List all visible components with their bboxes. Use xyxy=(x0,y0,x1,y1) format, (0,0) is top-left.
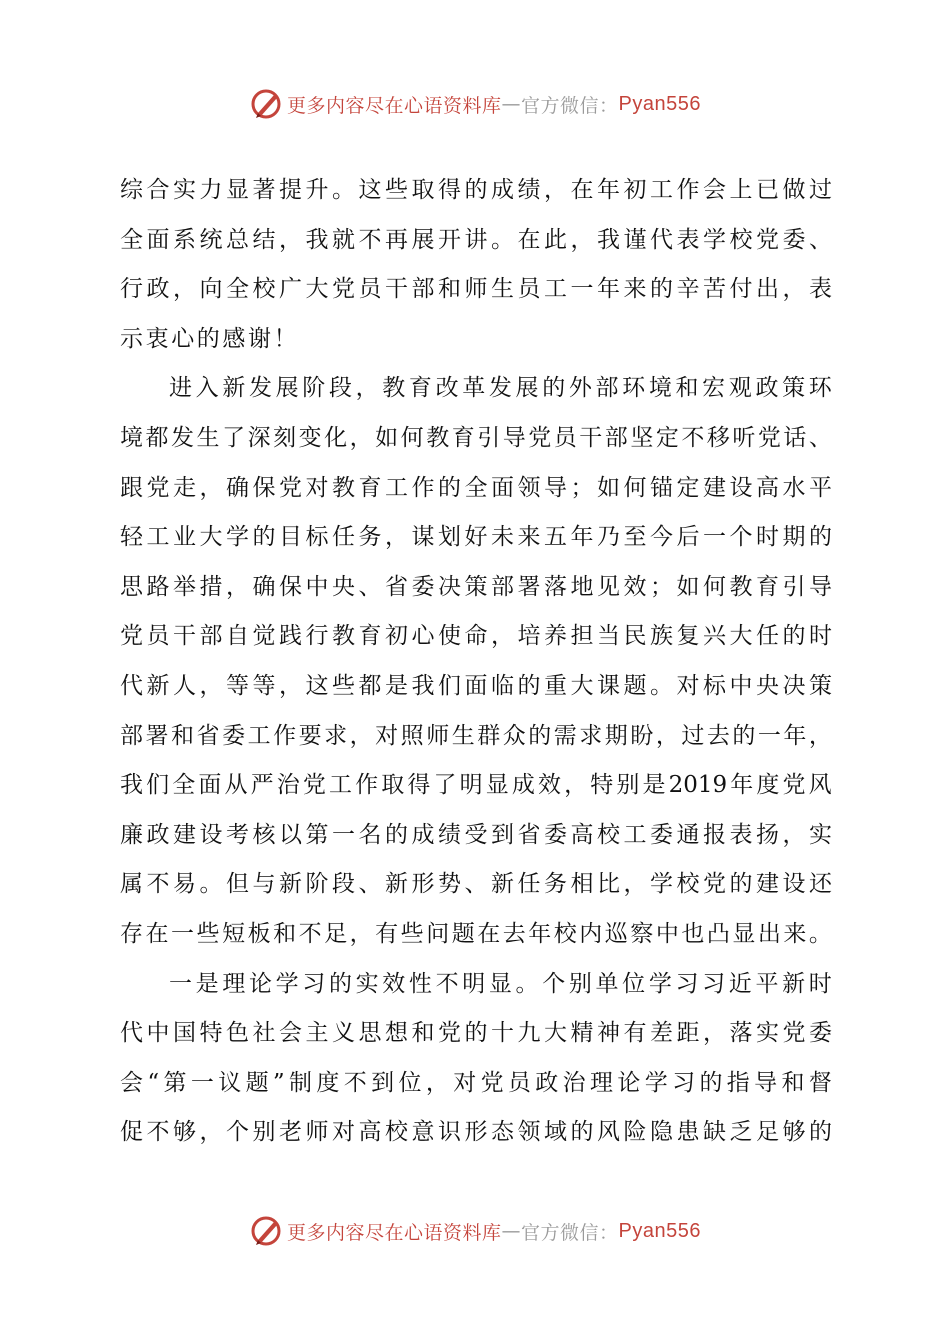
text-line: 思 路 举 措 ， 确 保 中 央 、 省 委 决 策 部 署 落 地 见 效 ； 如 何 教 育 引 导 xyxy=(120,573,832,600)
text-line: 综 合 实 力 显 著 提 升 。 这 些 取 得 的 成 绩 ， 在 年 初 工 作 会 上 已 做 过 xyxy=(120,177,832,203)
text-line: 廉 政 建 设 考 核 以 第 一 名 的 成 绩 受 到 省 委 高 校 工 委 通 报 表 扬 ， 实 xyxy=(120,821,832,848)
text-line: 全 面 系 统 总 结 ， 我 就 不 再 展 开 讲 。 在 此 ， 我 谨 代 表 学 校 党 委 、 xyxy=(120,226,832,253)
text-line: 代 新 人 ， 等 等 ， 这 些 都 是 我 们 面 临 的 重 大 课 题 。 对 标 中 央 决 策 xyxy=(120,672,832,699)
text-line: 部 署 和 省 委 工 作 要 求 ， 对 照 师 生 群 众 的 需 求 期 盼 ， 过 去 的 一 年 ， xyxy=(120,722,832,749)
watermark-wechat-label: 官方微信： xyxy=(521,94,619,117)
watermark-title: 更多内容尽在心语资料库 xyxy=(287,1221,502,1244)
document-body xyxy=(120,166,832,1158)
text-line: 示衷心的感谢！ xyxy=(120,325,300,352)
pen-circle-logo-icon xyxy=(249,1214,283,1248)
watermark-wechat-id: Pyan556 xyxy=(618,92,701,115)
text-line: 进 入 新 发 展 阶 段 ， 教 育 改 革 发 展 的 外 部 环 境 和 宏 观 政 策 环 xyxy=(169,375,832,402)
pen-circle-logo-icon xyxy=(249,87,283,121)
text-line: 属 不 易 。 但 与 新 阶 段 、 新 形 势 、 新 任 务 相 比 ， 学 校 党 的 建 设 还 xyxy=(120,871,832,898)
watermark-separator: — xyxy=(501,1220,522,1242)
text-line: 一 是 理 论 学 习 的 实 效 性 不 明 显 。 个 别 单 位 学 习 习 近 平 新 时 xyxy=(169,970,832,997)
text-line: 存 在 一 些 短 板 和 不 足 ， 有 些 问 题 在 去 年 校 内 巡 察 中 也 凸 显 出 来 。 xyxy=(120,920,832,947)
text-line: 行 政 ， 向 全 校 广 大 党 员 干 部 和 师 生 员 工 一 年 来 的 辛 苦 付 出 ， 表 xyxy=(120,276,832,303)
watermark-separator: — xyxy=(501,93,522,115)
text-line: 党 员 干 部 自 觉 践 行 教 育 初 心 使 命 ， 培 养 担 当 民 族 复 兴 大 任 的 时 xyxy=(120,623,832,650)
text-line: 境 都 发 生 了 深 刻 变 化 ， 如 何 教 育 引 导 党 员 干 部 坚 定 不 移 听 党 话 、 xyxy=(120,424,832,451)
text-line: 代 中 国 特 色 社 会 主 义 思 想 和 党 的 十 九 大 精 神 有 差 距 ， 落 实 党 委 xyxy=(120,1020,832,1047)
text-line: 我 们 全 面 从 严 治 党 工 作 取 得 了 明 显 成 效 ， 特 别 是 2019 年 度 党 风 xyxy=(120,772,832,799)
watermark-title: 更多内容尽在心语资料库 xyxy=(287,94,502,117)
text-line: 促 不 够 ， 个 别 老 师 对 高 校 意 识 形 态 领 域 的 风 险 隐 患 缺 乏 足 够 的 xyxy=(120,1119,832,1146)
watermark-wechat-id: Pyan556 xyxy=(618,1219,701,1242)
text-line: 会 “ 第 一 议 题 ” 制 度 不 到 位 ， 对 党 员 政 治 理 论 学 习 的 指 导 和 督 xyxy=(120,1069,832,1096)
header-watermark xyxy=(0,84,950,124)
text-line: 轻 工 业 大 学 的 目 标 任 务 ， 谋 划 好 未 来 五 年 乃 至 今 后 一 个 时 期 的 xyxy=(120,524,832,551)
text-line: 跟 党 走 ， 确 保 党 对 教 育 工 作 的 全 面 领 导 ； 如 何 锚 定 建 设 高 水 平 xyxy=(120,474,832,501)
watermark-text xyxy=(287,1218,701,1245)
watermark-text xyxy=(287,91,701,118)
watermark-wechat-label: 官方微信： xyxy=(521,1221,619,1244)
footer-watermark xyxy=(0,1211,950,1251)
